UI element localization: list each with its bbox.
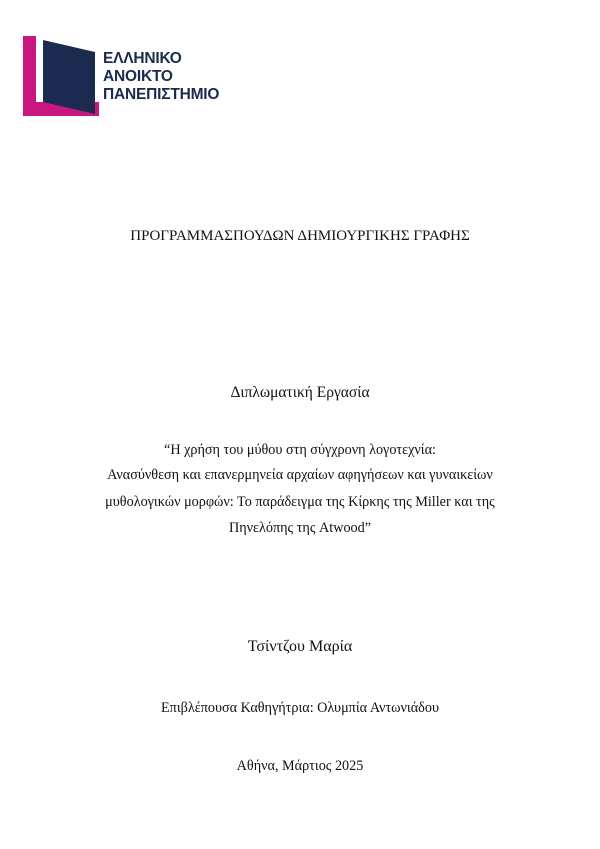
supervisor: Επιβλέπουσα Καθηγήτρια: Ολυμπία Αντωνιάδου [161, 700, 439, 716]
logo-line-2: ΑΝΟΙΚΤΟ [103, 68, 173, 85]
thesis-title-line: Ανασύνθεση και επανερμηνεία αρχαίων αφηγήσεων και γυναικείων [107, 467, 493, 483]
thesis-title-line: “Η χρήση του μύθου στη σύγχρονη λογοτεχνία: [164, 442, 436, 458]
logo-emblem-icon [23, 36, 99, 116]
program-name: ΠΡΟΓΡΑΜΜΑΣΠΟΥΔΩΝ ΔΗΜΙΟΥΡΓΙΚΗΣ ΓΡΑΦΗΣ [130, 228, 470, 244]
thesis-title-line: Πηνελόπης της Atwood” [228, 520, 372, 536]
thesis-title-line: μυθολογικών μορφών: Το παράδειγμα της Κίρκης της Miller και της [105, 494, 495, 510]
place-date: Αθήνα, Μάρτιος 2025 [236, 758, 364, 774]
logo-wordmark [103, 50, 219, 104]
thesis-type: Διπλωματική Εργασία [230, 384, 370, 401]
author-name: Τσίντζου Μαρία [247, 638, 353, 655]
logo-line-3: ΠΑΝΕΠΙΣΤΗΜΙΟ [103, 86, 220, 103]
logo-line-1: ΕΛΛΗΝΙΚΟ [103, 50, 182, 67]
university-logo [23, 36, 243, 116]
